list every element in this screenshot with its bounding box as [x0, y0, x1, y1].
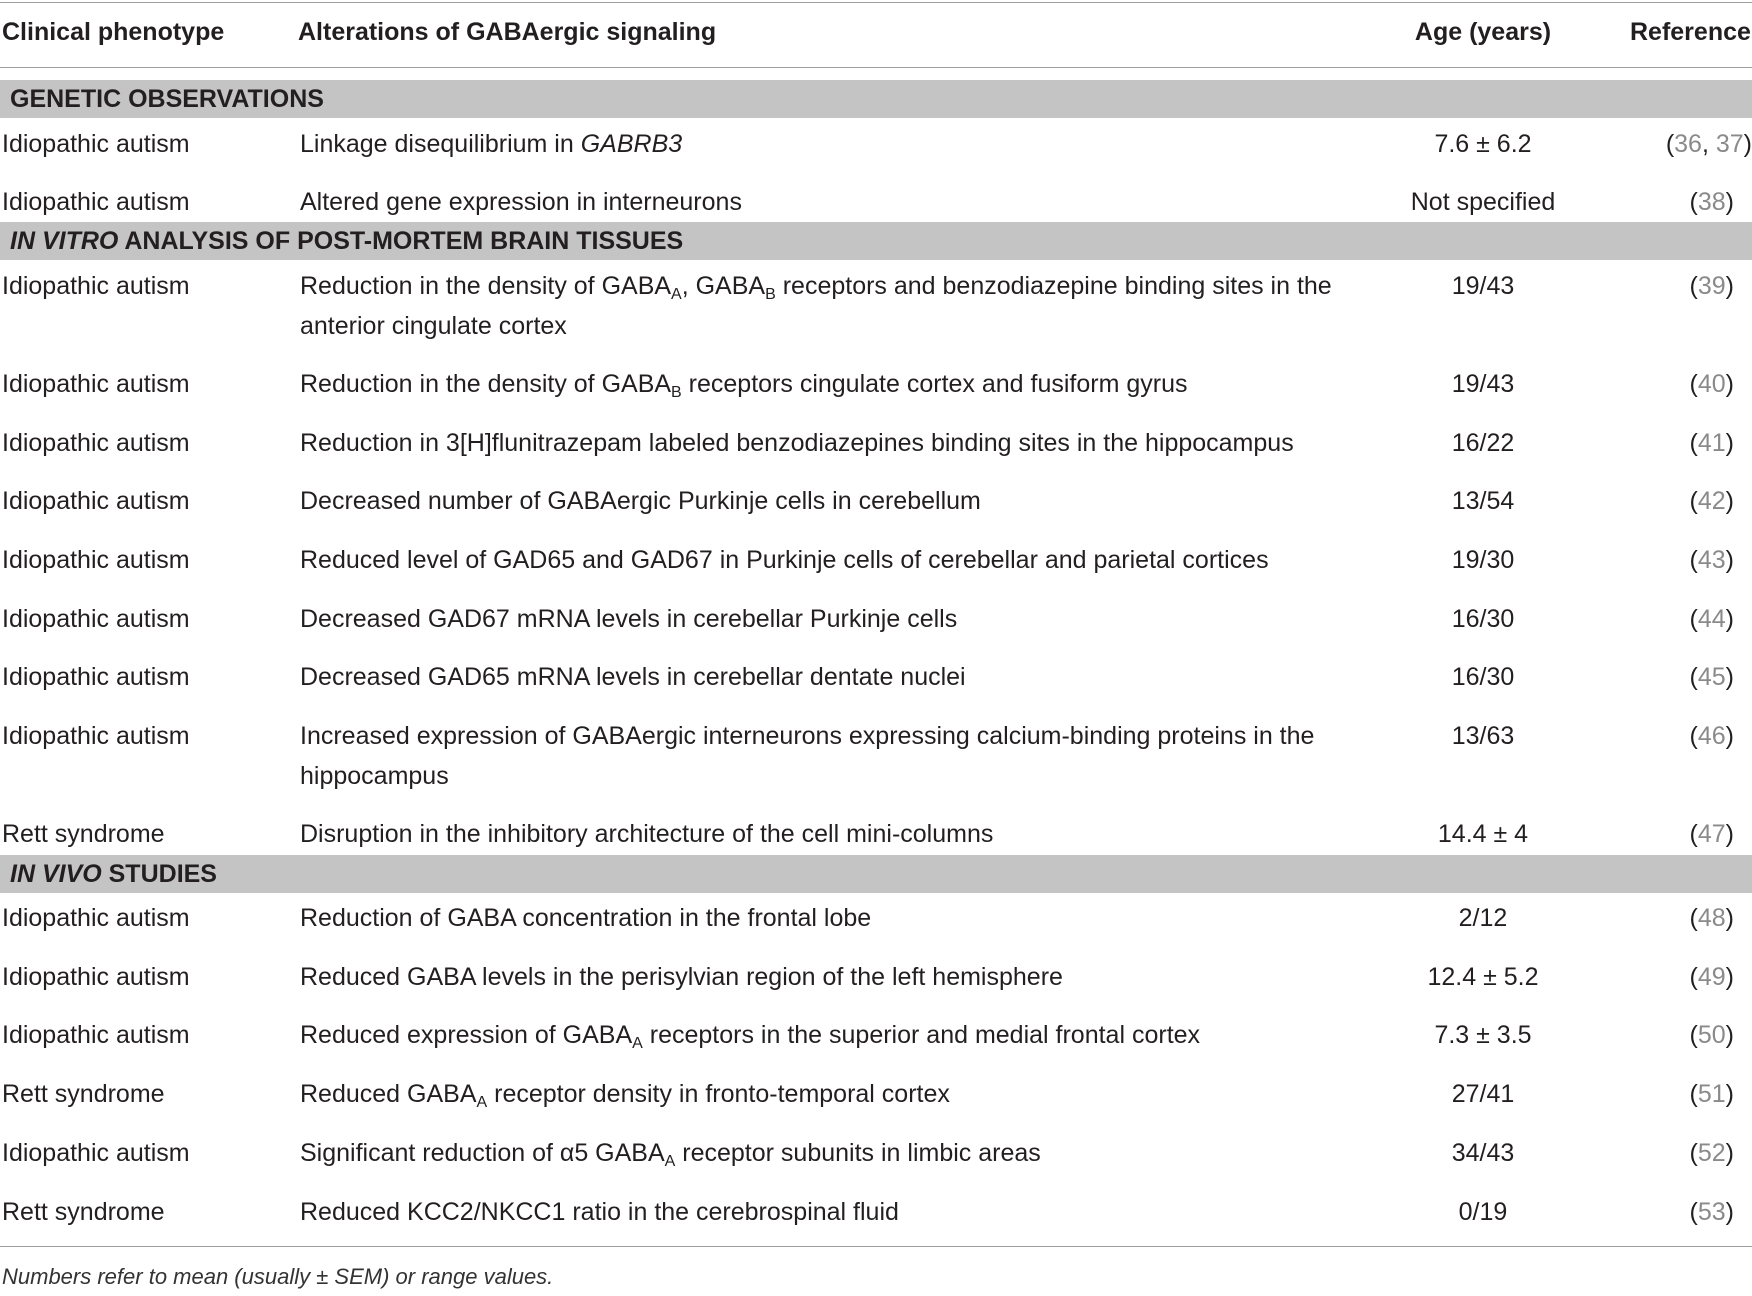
age-cell: 16/30: [1451, 663, 1515, 691]
reference-link[interactable]: 47: [1697, 820, 1726, 848]
reference-cell: (41): [1689, 429, 1734, 457]
phenotype-cell: Rett syndrome: [2, 1080, 165, 1108]
alteration-cell: Decreased GAD67 mRNA levels in cerebellar Purkinje cells: [300, 605, 958, 633]
age-cell: 2/12: [1458, 904, 1508, 932]
reference-cell: (46): [1689, 722, 1734, 750]
alteration-cell: Reduced $GABA_A$ receptor density in fronto-temporal cortex: [300, 1080, 950, 1111]
section-invivo: [0, 855, 1752, 893]
alteration-cell: Significant reduction of α5 $GABA_A$ receptor subunits in limbic areas: [300, 1139, 1041, 1170]
phenotype-cell: Idiopathic autism: [2, 487, 190, 515]
reference-cell: (45): [1689, 663, 1734, 691]
reference-cell: (36, 37): [1665, 130, 1752, 158]
bottom-rule: [0, 1246, 1752, 1247]
age-cell: 7.6 ± 6.2: [1434, 130, 1532, 158]
footnote: Numbers refer to mean (usually ± SEM) or range values.: [2, 1264, 554, 1289]
reference-link[interactable]: 43: [1697, 546, 1726, 574]
top-rule: [0, 2, 1752, 3]
phenotype-cell: Idiopathic autism: [2, 1139, 190, 1167]
reference-link[interactable]: 42: [1697, 487, 1726, 515]
reference-link[interactable]: 46: [1697, 722, 1726, 750]
reference-cell: (38): [1689, 188, 1734, 216]
age-cell: 13/54: [1451, 487, 1515, 515]
phenotype-cell: Idiopathic autism: [2, 904, 190, 932]
alteration-cell: Reduced KCC2/NKCC1 ratio in the cerebrospinal fluid: [300, 1198, 899, 1226]
reference-cell: (39): [1689, 272, 1734, 300]
reference-cell: (44): [1689, 605, 1734, 633]
age-cell: 19/43: [1451, 370, 1515, 398]
age-cell: 19/30: [1451, 546, 1515, 574]
age-cell: 14.4 ± 4: [1437, 820, 1529, 848]
alteration-cell: Decreased GAD65 mRNA levels in cerebellar dentate nuclei: [300, 663, 966, 691]
alteration-cell: Reduced expression of $GABA_A$ receptors in the superior and medial frontal cortex: [300, 1021, 1201, 1052]
phenotype-cell: Idiopathic autism: [2, 188, 190, 216]
reference-cell: (53): [1689, 1198, 1734, 1226]
age-cell: 7.3 ± 3.5: [1434, 1021, 1532, 1049]
reference-cell: (52): [1689, 1139, 1734, 1167]
phenotype-cell: Idiopathic autism: [2, 546, 190, 574]
section-title: IN VIVO STUDIES: [10, 860, 217, 888]
reference-link[interactable]: 49: [1697, 963, 1726, 991]
alteration-cell: Reduction in 3[H]flunitrazepam labeled benzodiazepines binding sites in the hippocampus: [300, 429, 1294, 457]
age-cell: 34/43: [1451, 1139, 1515, 1167]
reference-cell: (40): [1689, 370, 1734, 398]
reference-link[interactable]: 39: [1697, 272, 1726, 300]
alteration-cell: Reduction in the density of $GABA_A$, $GABA_B$ receptors and benzodiazepine binding sites in the anterior cingulate cortex: [300, 272, 1332, 340]
alteration-cell: Disruption in the inhibitory architecture of the cell mini-columns: [300, 820, 994, 848]
header-alterations: Alterations of GABAergic signaling: [298, 18, 717, 46]
section-title: GENETIC OBSERVATIONS: [10, 85, 324, 113]
reference-link[interactable]: 51: [1697, 1080, 1726, 1108]
section-invitro: [0, 222, 1752, 260]
age-cell: 19/43: [1451, 272, 1515, 300]
phenotype-cell: Idiopathic autism: [2, 605, 190, 633]
reference-link[interactable]: 37: [1715, 130, 1744, 158]
alteration-cell: Reduced level of GAD65 and GAD67 in Purkinje cells of cerebellar and parietal cortices: [300, 546, 1269, 574]
phenotype-cell: Rett syndrome: [2, 1198, 165, 1226]
phenotype-cell: Idiopathic autism: [2, 370, 190, 398]
header-phenotype: Clinical phenotype: [2, 18, 225, 46]
reference-cell: (43): [1689, 546, 1734, 574]
age-cell: Not specified: [1410, 188, 1556, 216]
reference-cell: (42): [1689, 487, 1734, 515]
alteration-cell: Altered gene expression in interneurons: [300, 188, 742, 216]
reference-cell: (50): [1689, 1021, 1734, 1049]
phenotype-cell: Idiopathic autism: [2, 429, 190, 457]
alteration-cell: Decreased number of GABAergic Purkinje cells in cerebellum: [300, 487, 981, 515]
reference-link[interactable]: 40: [1697, 370, 1726, 398]
header-rule: [0, 67, 1752, 68]
reference-cell: (51): [1689, 1080, 1734, 1108]
reference-link[interactable]: 45: [1697, 663, 1726, 691]
reference-link[interactable]: 38: [1697, 188, 1726, 216]
alteration-cell: Reduction of GABA concentration in the frontal lobe: [300, 904, 872, 932]
phenotype-cell: Idiopathic autism: [2, 272, 190, 300]
reference-link[interactable]: 41: [1697, 429, 1726, 457]
age-cell: 16/30: [1451, 605, 1515, 633]
header-age: Age (years): [1414, 18, 1552, 46]
alteration-cell: Linkage disequilibrium in GABRB3: [300, 130, 683, 158]
reference-link[interactable]: 44: [1697, 605, 1726, 633]
age-cell: 0/19: [1458, 1198, 1508, 1226]
phenotype-cell: Idiopathic autism: [2, 1021, 190, 1049]
age-cell: 12.4 ± 5.2: [1427, 963, 1539, 991]
reference-cell: (49): [1689, 963, 1734, 991]
alteration-cell: Increased expression of GABAergic interneurons expressing calcium-binding proteins in the hippocampus: [300, 722, 1315, 790]
age-cell: 16/22: [1451, 429, 1515, 457]
section-title: IN VITRO ANALYSIS OF POST-MORTEM BRAIN TISSUES: [10, 227, 684, 255]
section-genetic: [0, 80, 1752, 118]
reference-link[interactable]: 52: [1697, 1139, 1726, 1167]
alteration-cell: Reduced GABA levels in the perisylvian region of the left hemisphere: [300, 963, 1063, 991]
phenotype-cell: Idiopathic autism: [2, 963, 190, 991]
phenotype-cell: Idiopathic autism: [2, 130, 190, 158]
reference-cell: (47): [1689, 820, 1734, 848]
header-reference: Reference: [1630, 18, 1751, 46]
phenotype-cell: Rett syndrome: [2, 820, 165, 848]
age-cell: 13/63: [1451, 722, 1515, 750]
reference-link[interactable]: 36: [1674, 130, 1702, 158]
alteration-cell: Reduction in the density of $GABA_B$ receptors cingulate cortex and fusiform gyrus: [300, 370, 1188, 401]
reference-link[interactable]: 53: [1697, 1198, 1726, 1226]
reference-cell: (48): [1689, 904, 1734, 932]
phenotype-cell: Idiopathic autism: [2, 722, 190, 750]
reference-link[interactable]: 50: [1697, 1021, 1726, 1049]
age-cell: 27/41: [1451, 1080, 1515, 1108]
reference-link[interactable]: 48: [1697, 904, 1726, 932]
phenotype-cell: Idiopathic autism: [2, 663, 190, 691]
